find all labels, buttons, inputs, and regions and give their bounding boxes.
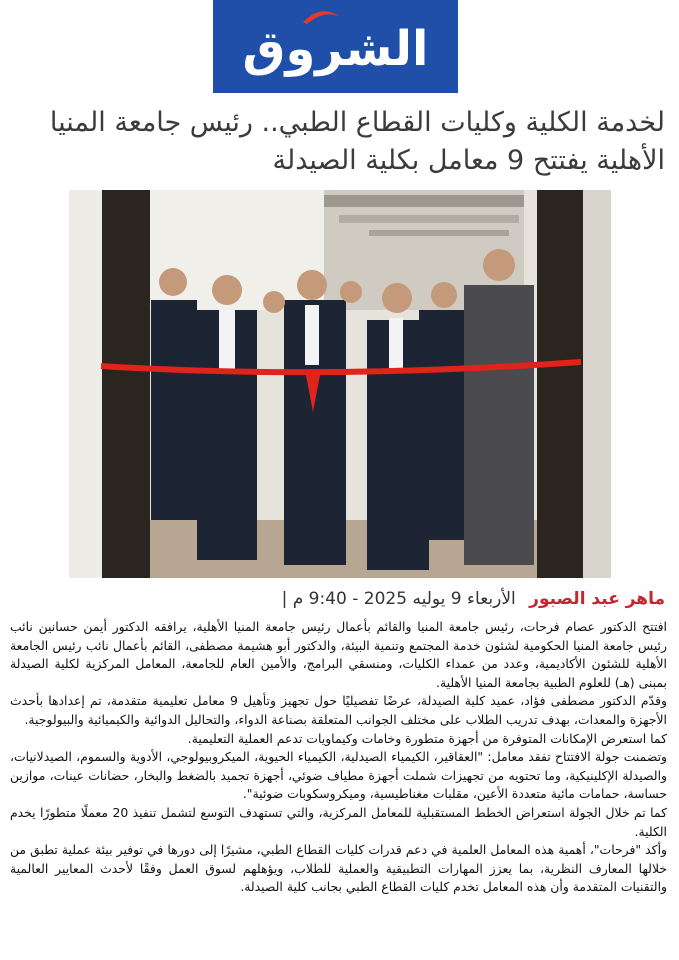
article-paragraph: وقدّم الدكتور مصطفى فؤاد، عميد كلية الصيدلة، عرضًا تفصيليًا حول تجهيز وتأهيل 9 معامل تعليمية متقدمة، تم إعدادها بأحدث الأجهزة والمعدات، بهدف تدريب الطلاب على مختلف الجوانب المتعلقة بصناعة الدواء، والتحاليل الدوائية والكيميائية والبيولوجية.: [10, 693, 668, 727]
article-paragraph: كما تم خلال الجولة استعراض الخطط المستقبلية للمعامل المركزية، والتي تستهدف التوسع لتشمل تنفيذ 20 معملًا متطورًا يخدم الكلية.: [10, 804, 667, 839]
article-byline: [14, 585, 665, 613]
article-body: [10, 618, 667, 897]
article-paragraph: وتضمنت جولة الافتتاح تفقد معامل: "العقاقير، الكيمياء الصيدلية، الكيمياء الحيوية، الميكروبيولوجي، الأدوية والسموم، الصيدلانيات، والصيدلة الإكلينيكية، وما تحتويه من تجهيزات شملت أجهزة مطياف ضوئي، أجهزة تجميد بالضغط والبخار، حضانات عينات، موازين حساسة، حمامات مائية متعددة الأعين، مقلبات مغناطيسية، وميكروسكوبات ضوئية".: [10, 749, 667, 802]
article-paragraph: كما استعرض الإمكانات المتوفرة من أجهزة متطورة وخامات وكيماويات تدعم العملية التعليمية.: [187, 730, 667, 746]
site-logo[interactable]: [213, 0, 458, 93]
logo-text: الشروق: [242, 20, 429, 77]
author-name[interactable]: ماهر عبد الصبور: [529, 589, 665, 609]
article-paragraph: افتتح الدكتور عصام فرحات، رئيس جامعة المنيا والقائم بأعمال رئيس جامعة المنيا الأهلية، يرافقه الدكتور أيمن حسانين نائب رئيس جامعة المنيا الحكومية لشئون خدمة المجتمع وتنمية البيئة، والدكتور أبو هشيمة مصطفى، القائم بأعمال نائب رئيس الجامعة الأهلية للشئون الأكاديمية، وعدد من عمداء الكليات، ومنسقي البرامج، والأمين العام للجامعة، المعامل المركزية لكلية الصيدلة بمبنى (هـ) للعلوم الطبية بجامعة المنيا الأهلية.: [10, 619, 667, 690]
article-paragraph: وأكد "فرحات"، أهمية هذه المعامل العلمية في دعم قدرات كليات القطاع الطبي، مشيرًا إلى دورها في توفير بيئة عملية تطبق من خلالها المعارف النظرية، بما يعزز المهارات التطبيقية والعملية للطلاب، ويؤهلهم لسوق العمل وفقًا لأحدث المعايير العالمية والتقنيات المتقدمة وأن هذه المعامل تخدم كليات القطاع الطبي بجانب كلية الصيدلة.: [10, 842, 667, 895]
article-photo: [69, 190, 611, 578]
ribbon-cutting-photo: [69, 190, 611, 578]
publish-datetime: الأربعاء 9 يوليه 2025 - 9:40 م |: [281, 589, 516, 609]
article-headline: لخدمة الكلية وكليات القطاع الطبي.. رئيس جامعة المنيا الأهلية يفتتح 9 معامل بكلية الصيدلة: [49, 107, 665, 176]
logo-swoosh-icon: [301, 8, 341, 26]
